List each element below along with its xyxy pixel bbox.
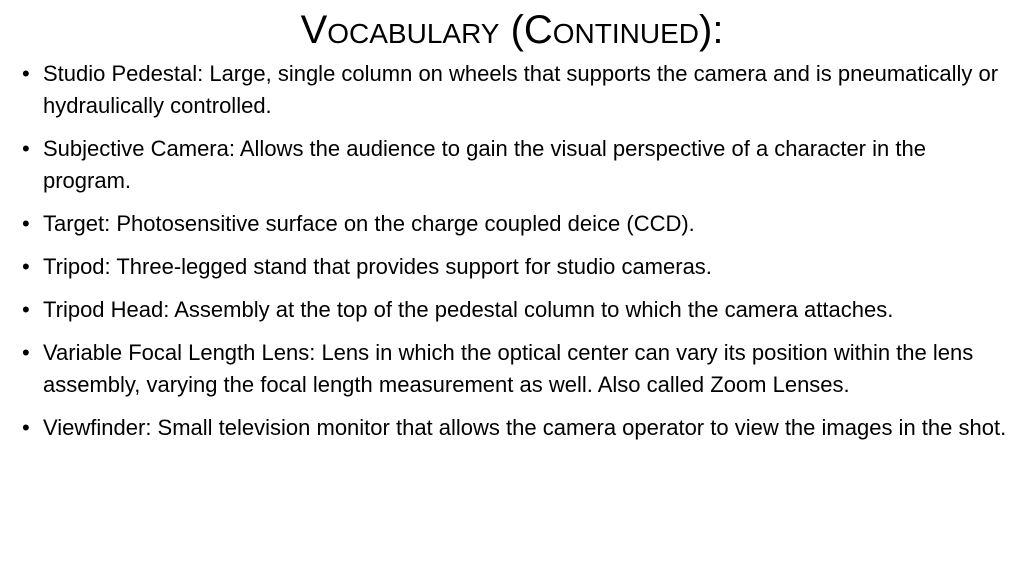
vocabulary-item-target xyxy=(22,208,1012,240)
vocabulary-item-variable-focal-length-lens xyxy=(22,337,1012,401)
bullet-icon: • xyxy=(22,136,30,161)
vocabulary-item-tripod-head xyxy=(22,294,1012,326)
vocabulary-text: Target: Photosensitive surface on the charge coupled deice (CCD). xyxy=(43,211,695,236)
vocabulary-item-studio-pedestal xyxy=(22,58,1012,122)
bullet-icon: • xyxy=(22,340,30,365)
vocabulary-text: Variable Focal Length Lens: Lens in which the optical center can vary its position within the lens assembly, varying the focal length measurement as well. Also called Zoom Lenses. xyxy=(43,340,974,397)
vocabulary-item-viewfinder xyxy=(22,412,1012,444)
bullet-icon: • xyxy=(22,415,30,440)
vocabulary-list xyxy=(22,58,1012,455)
vocabulary-item-tripod xyxy=(22,251,1012,283)
vocabulary-item-subjective-camera xyxy=(22,133,1012,197)
vocabulary-text: Studio Pedestal: Large, single column on wheels that supports the camera and is pneumatically or hydraulically controlled. xyxy=(43,61,999,118)
slide-title: Vocabulary (Continued): xyxy=(300,8,724,52)
bullet-icon: • xyxy=(22,211,30,236)
bullet-icon: • xyxy=(22,61,30,86)
vocabulary-text: Tripod Head: Assembly at the top of the pedestal column to which the camera attaches. xyxy=(43,297,894,322)
vocabulary-text: Tripod: Three-legged stand that provides support for studio cameras. xyxy=(43,254,712,279)
bullet-icon: • xyxy=(22,254,30,279)
bullet-icon: • xyxy=(22,297,30,322)
vocabulary-text: Viewfinder: Small television monitor that allows the camera operator to view the images in the shot. xyxy=(43,415,1007,440)
vocabulary-text: Subjective Camera: Allows the audience to gain the visual perspective of a character in the program. xyxy=(43,136,926,193)
